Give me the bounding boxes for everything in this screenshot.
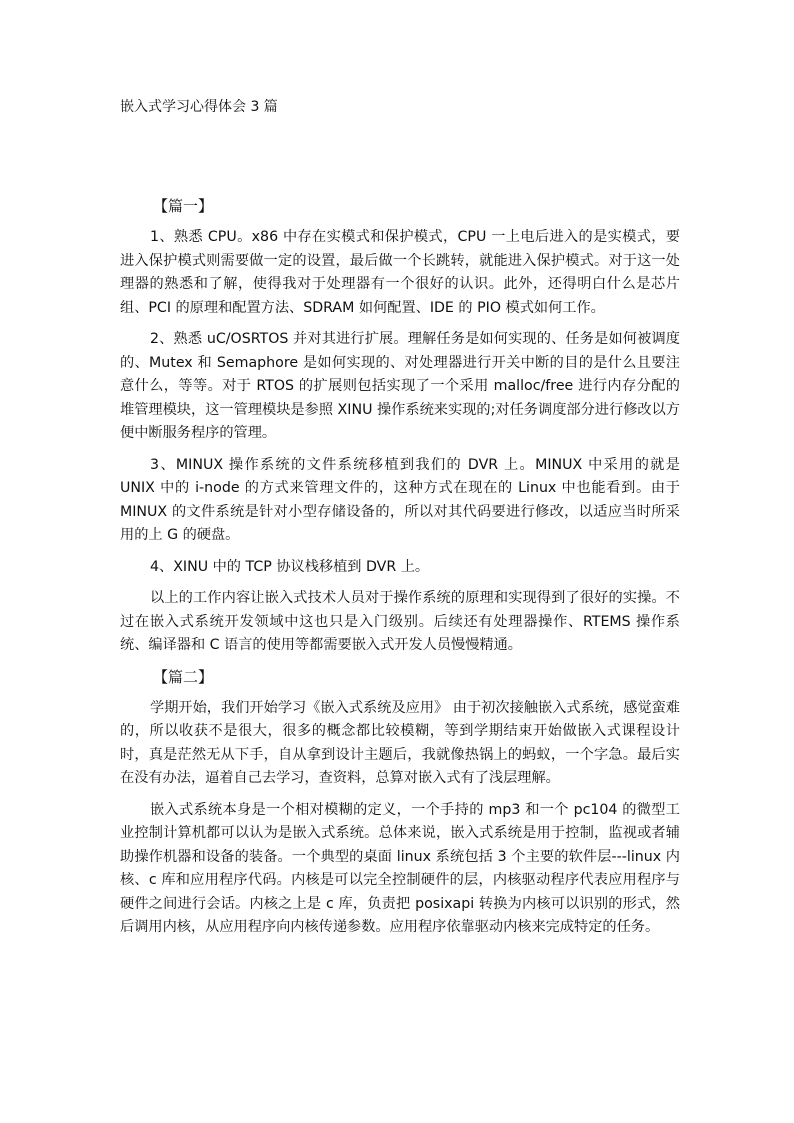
paragraph: 嵌入式系统本身是一个相对模糊的定义，一个手持的 mp3 和一个 pc104 的微型工业控制计算机都可以认为是嵌入式系统。总体来说，嵌入式系统是用于控制，监视或者辅助操作机器和设备的装备。一个典型的桌面 linux 系统包括 3 个主要的软件层---linux 内核、c 库和应用程序代码。内核是可以完全控制硬件的层，内核驱动程序代表应用程序与硬件之间进行会话。内核之上是 c 库，负责把 posixapi 转换为内核可以识别的形式，然后调用内核，从应用程序向内核传递参数。应用程序依靠驱动内核来完成特定的任务。 bbox=[120, 801, 680, 935]
document-body bbox=[120, 195, 680, 948]
document-title: 嵌入式学习心得体会 3 篇 bbox=[120, 99, 278, 115]
paragraph: 学期开始，我们开始学习《嵌入式系统及应用》 由于初次接触嵌入式系统，感觉蛮难的，所以收获不是很大，很多的概念都比较模糊，等到学期结束开始做嵌入式课程设计时，真是茫然无从下手，自从拿到设计主题后，我就像热锅上的蚂蚁，一个字急。最后实在没有办法，逼着自己去学习，查资料，总算对嵌入式有了浅层理解。 bbox=[120, 699, 680, 786]
section-heading: 【篇一】 bbox=[153, 197, 214, 215]
paragraph: 3、MINUX 操作系统的文件系统移植到我们的 DVR 上。MINUX 中采用的就是 UNIX 中的 i-node 的方式来管理文件的，这种方式在现在的 Linux 中也能看到。由于 MINUX 的文件系统是针对小型存储设备的，所以对其代码要进行修改，以适应当时所采用的上 G 的硬盘。 bbox=[120, 456, 680, 543]
paragraph: 2、熟悉 uC/OSRTOS 并对其进行扩展。理解任务是如何实现的、任务是如何被调度的、Mutex 和 Semaphore 是如何实现的、对处理器进行开关中断的目的是什么且要注意什么，等等。对于 RTOS 的扩展则包括实现了一个采用 malloc/free 进行内存分配的堆管理模块，这一管理模块是参照 XINU 操作系统来实现的;对任务调度部分进行修改以方便中断服务程序的管理。 bbox=[120, 331, 680, 441]
paragraph: 1、熟悉 CPU。x86 中存在实模式和保护模式，CPU 一上电后进入的是实模式，要进入保护模式则需要做一定的设置，最后做一个长跳转，就能进入保护模式。对于这一处理器的熟悉和了解，使得我对于处理器有一个很好的认识。此外，还得明白什么是芯片组、PCI 的原理和配置方法、SDRAM 如何配置、IDE 的 PIO 模式如何工作。 bbox=[120, 229, 680, 316]
section-heading: 【篇二】 bbox=[153, 667, 214, 686]
paragraph: 以上的工作内容让嵌入式技术人员对于操作系统的原理和实现得到了很好的实操。不过在嵌入式系统开发领域中这也只是入门级别。后续还有处理器操作、RTEMS 操作系统、编译器和 C 语言的使用等都需要嵌入式开发人员慢慢精通。 bbox=[120, 590, 680, 653]
paragraph: 4、XINU 中的 TCP 协议栈移植到 DVR 上。 bbox=[150, 558, 430, 575]
